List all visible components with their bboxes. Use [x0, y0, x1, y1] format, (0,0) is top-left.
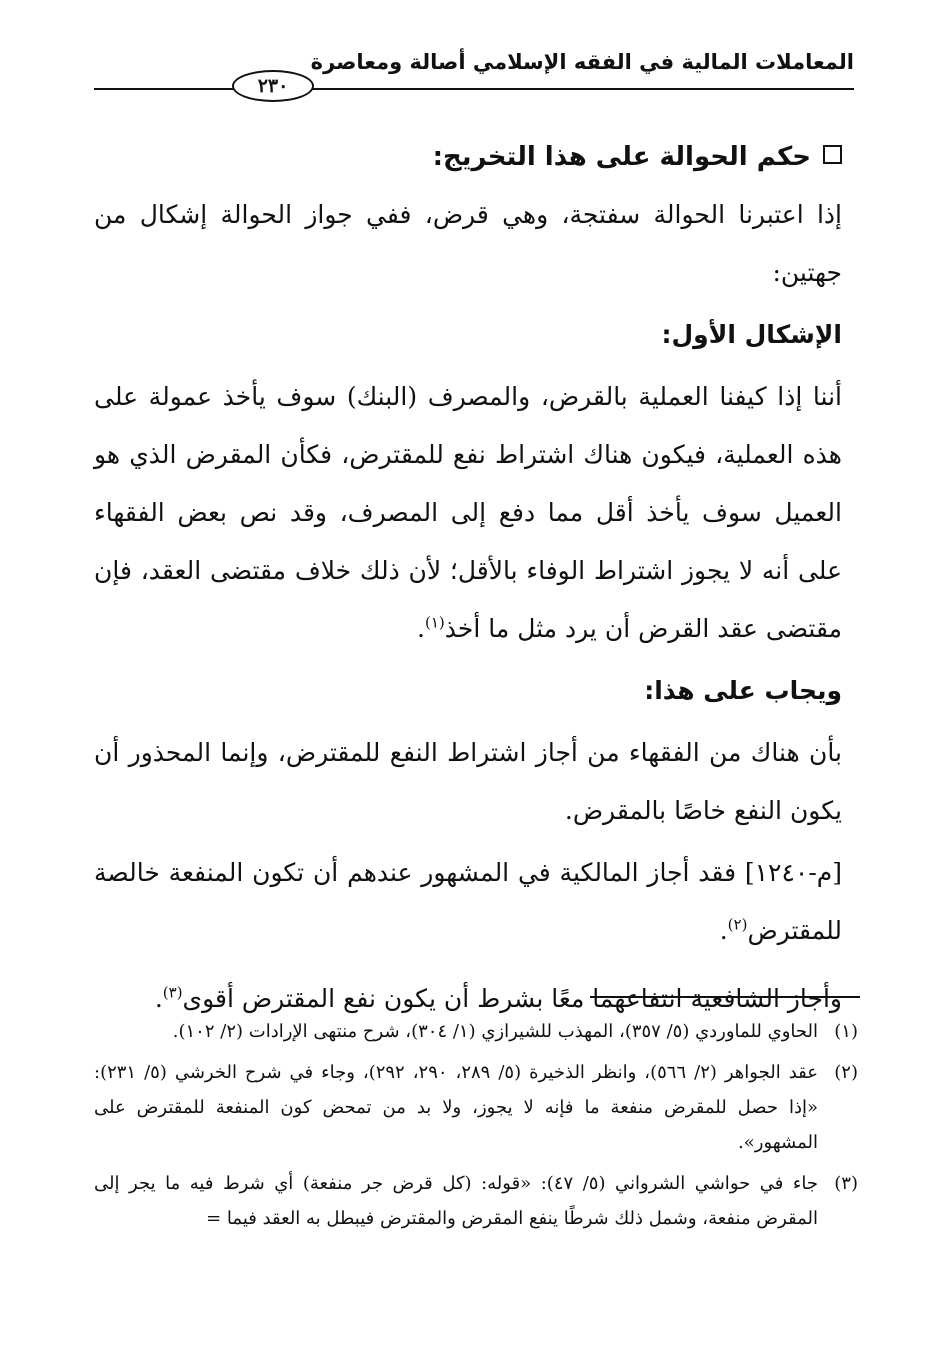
footnote-number: (٣)	[834, 1173, 858, 1194]
footnotes	[94, 1014, 858, 1242]
footnote-ref-1: (١)	[424, 613, 445, 632]
first-problem-end: .	[417, 614, 425, 643]
maliki-end: .	[719, 916, 728, 945]
first-problem-paragraph	[94, 368, 842, 658]
footnote-text: الحاوي للماوردي (٥/ ٣٥٧)، المهذب للشيرازي (١/ ٣٠٤)، شرح منتهى الإرادات (٢/ ١٠٢).	[172, 1021, 818, 1042]
first-problem-text: أننا إذا كيفنا العملية بالقرض، والمصرف (البنك) سوف يأخذ عمولة على هذه العملية، فيكون هناك اشتراط نفع للمقترض، فكأن المقرض الذي هو العميل سوف يأخذ أقل مما دفع إلى المصرف، وقد نص بعض الفقهاء على أنه لا يجوز اشتراط الوفاء بالأقل؛ لأن ذلك خلاف مقتضى العقد، فإن مقتضى عقد القرض أن يرد مثل ما أخذ	[94, 382, 842, 643]
answer-heading: ويجاب على هذا:	[644, 676, 842, 705]
section-heading-text: حكم الحوالة على هذا التخريج:	[432, 142, 811, 172]
page-number: ٢٣٠	[232, 70, 314, 102]
shafii-end: .	[154, 984, 163, 1013]
answer-paragraph: بأن هناك من الفقهاء من أجاز اشتراط النفع للمقترض، وإنما المحذور أن يكون النفع خاصًا بالمقرض.	[94, 738, 842, 825]
footnote-item	[94, 1055, 858, 1160]
footnote-text: جاء في حواشي الشرواني (٥/ ٤٧): «قوله: (كل قرض جر منفعة) أي شرط فيه ما يجر إلى المقرض منفعة، وشمل ذلك شرطًا ينفع المقرض والمقترض فيبطل به العقد فيما =	[94, 1173, 818, 1229]
section-heading	[94, 128, 842, 186]
shafii-text: وأجاز الشافعية انتفاعهما معًا بشرط أن يكون نفع المقترض أقوى	[182, 984, 842, 1013]
footnote-number: (٢)	[834, 1062, 858, 1083]
footnote-text: عقد الجواهر (٢/ ٥٦٦)، وانظر الذخيرة (٥/ ٢٨٩، ٢٩٠، ٢٩٢)، وجاء في شرح الخرشي (٥/ ٢٣١): «إذا حصل للمقرض منفعة ما فإنه لا يجوز، ولا بد من تمحض كون المنفعة للمقترض على المشهور».	[94, 1062, 818, 1153]
book-title: المعاملات المالية في الفقه الإسلامي أصالة ومعاصرة	[310, 50, 854, 74]
running-header	[94, 42, 854, 112]
footnote-ref-3: (٣)	[162, 983, 183, 1002]
footnote-number: (١)	[834, 1021, 858, 1042]
maliki-text: [م-١٢٤٠] فقد أجاز المالكية في المشهور عندهم أن تكون المنفعة خالصة للمقترض	[94, 858, 842, 945]
main-text	[94, 128, 842, 1028]
maliki-paragraph	[94, 844, 842, 960]
first-problem-heading: الإشكال الأول:	[661, 320, 842, 349]
square-bullet-icon	[823, 145, 842, 164]
footnote-item	[94, 1014, 858, 1049]
footnote-item	[94, 1166, 858, 1236]
footnote-ref-2: (٢)	[727, 915, 748, 934]
header-rule	[94, 88, 854, 90]
intro-paragraph: إذا اعتبرنا الحوالة سفتجة، وهي قرض، ففي جواز الحوالة إشكال من جهتين:	[94, 200, 842, 287]
footnote-rule	[590, 996, 860, 998]
